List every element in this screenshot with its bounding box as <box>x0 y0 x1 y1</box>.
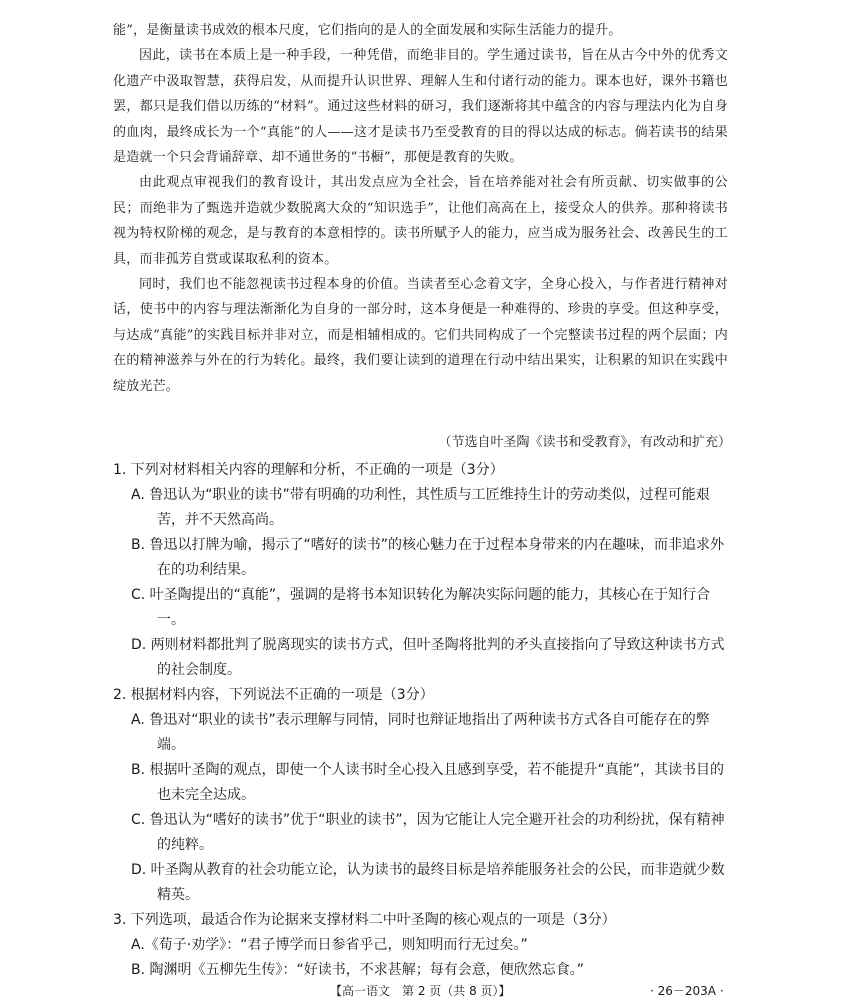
option-a: A. 鲁迅对“职业的读书”表示理解与同情，同时也辩证地指出了两种读书方式各自可能存在的弊端。 <box>131 712 710 753</box>
option-a: A.《荀子·劝学》：“君子博学而日参省乎己，则知明而行无过矣。” <box>131 937 528 953</box>
page-number-label: 【高一语文 第 2 页（共 8 页）】 <box>330 984 511 998</box>
option-d: D. 叶圣陶从教育的社会功能立论，认为读书的最终目标是培养能服务社会的公民，而非造就少数精英。 <box>131 862 725 903</box>
option-b: B. 陶渊明《五柳先生传》：“好读书，不求甚解；每有会意，便欣然忘食。” <box>131 962 585 978</box>
passage-paragraph: 因此，读书在本质上是一种手段，一种凭借，而绝非目的。学生通过读书，旨在从古今中外的优秀文化遗产中汲取智慧，获得启发，从而提升认识世界、理解人生和付诸行动的能力。课本也好，课外书籍也罢，都只是我们借以历练的“材料”。通过这些材料的研习，我们逐渐将其中蕴含的内容与理法内化为自身的血肉，最终成长为一个“真能”的人——这才是读书乃至受教育的目的得以达成的标志。倘若读书的结果是造就一个只会背诵辞章、却不通世务的“书橱”，那便是教育的失败。 <box>113 48 728 166</box>
question-stem: 1. 下列对材料相关内容的理解和分析，不正确的一项是（3分） <box>113 462 504 478</box>
option-b: B. 根据叶圣陶的观点，即使一个人读书时全心投入且感到享受，若不能提升“真能”，其读书目的也未完全达成。 <box>131 762 725 803</box>
question-list <box>113 458 733 983</box>
option-a: A. 鲁迅认为“职业的读书”带有明确的功利性，其性质与工匠维持生计的劳动类似，过程可能艰苦，并不天然高尚。 <box>131 487 710 528</box>
exam-code: · 26－203A · <box>650 984 724 998</box>
question-3 <box>113 908 733 983</box>
option-b: B. 鲁迅以打牌为喻，揭示了“嗜好的读书”的核心魅力在于过程本身带来的内在趣味，而非追求外在的功利结果。 <box>131 537 725 578</box>
option-c: C. 叶圣陶提出的“真能”，强调的是将书本知识转化为解决实际问题的能力，其核心在于知行合一。 <box>131 587 711 628</box>
question-stem: 3. 下列选项，最适合作为论据来支撑材料二中叶圣陶的核心观点的一项是（3分） <box>113 912 616 928</box>
question-2 <box>113 683 733 908</box>
option-d: D. 两则材料都批判了脱离现实的读书方式，但叶圣陶将批判的矛头直接指向了导致这种读书方式的社会制度。 <box>131 637 725 678</box>
reading-passage <box>113 18 728 399</box>
passage-source: （节选自叶圣陶《读书和受教育》，有改动和扩充） <box>438 435 731 450</box>
page-footer <box>0 978 842 1002</box>
option-c: C. 鲁迅认为“嗜好的读书”优于“职业的读书”，因为它能让人完全避开社会的功利纷扰，保有精神的纯粹。 <box>131 812 725 853</box>
passage-paragraph: 能”，是衡量读书成效的根本尺度，它们指向的是人的全面发展和实际生活能力的提升。 <box>113 23 622 38</box>
question-1 <box>113 458 733 683</box>
passage-paragraph: 由此观点审视我们的教育设计，其出发点应为全社会，旨在培养能对社会有所贡献、切实做事的公民；而绝非为了甄选并造就少数脱离大众的“知识选手”，让他们高高在上，接受众人的供养。那种将读书视为特权阶梯的观念，是与教育的本意相悖的。读书所赋予人的能力，应当成为服务社会、改善民生的工具，而非孤芳自赏或谋取私利的资本。 <box>113 175 728 267</box>
passage-paragraph: 同时，我们也不能忽视读书过程本身的价值。当读者至心念着文字，全身心投入，与作者进行精神对话，使书中的内容与理法渐渐化为自身的一部分时，这本身便是一种难得的、珍贵的享受。但这种享受，与达成“真能”的实践目标并非对立，而是相辅相成的。它们共同构成了一个完整读书过程的两个层面；内在的精神滋养与外在的行为转化。最终，我们要让读到的道理在行动中结出果实，让积累的知识在实践中绽放光芒。 <box>113 277 728 394</box>
question-stem: 2. 根据材料内容，下列说法不正确的一项是（3分） <box>113 687 434 703</box>
